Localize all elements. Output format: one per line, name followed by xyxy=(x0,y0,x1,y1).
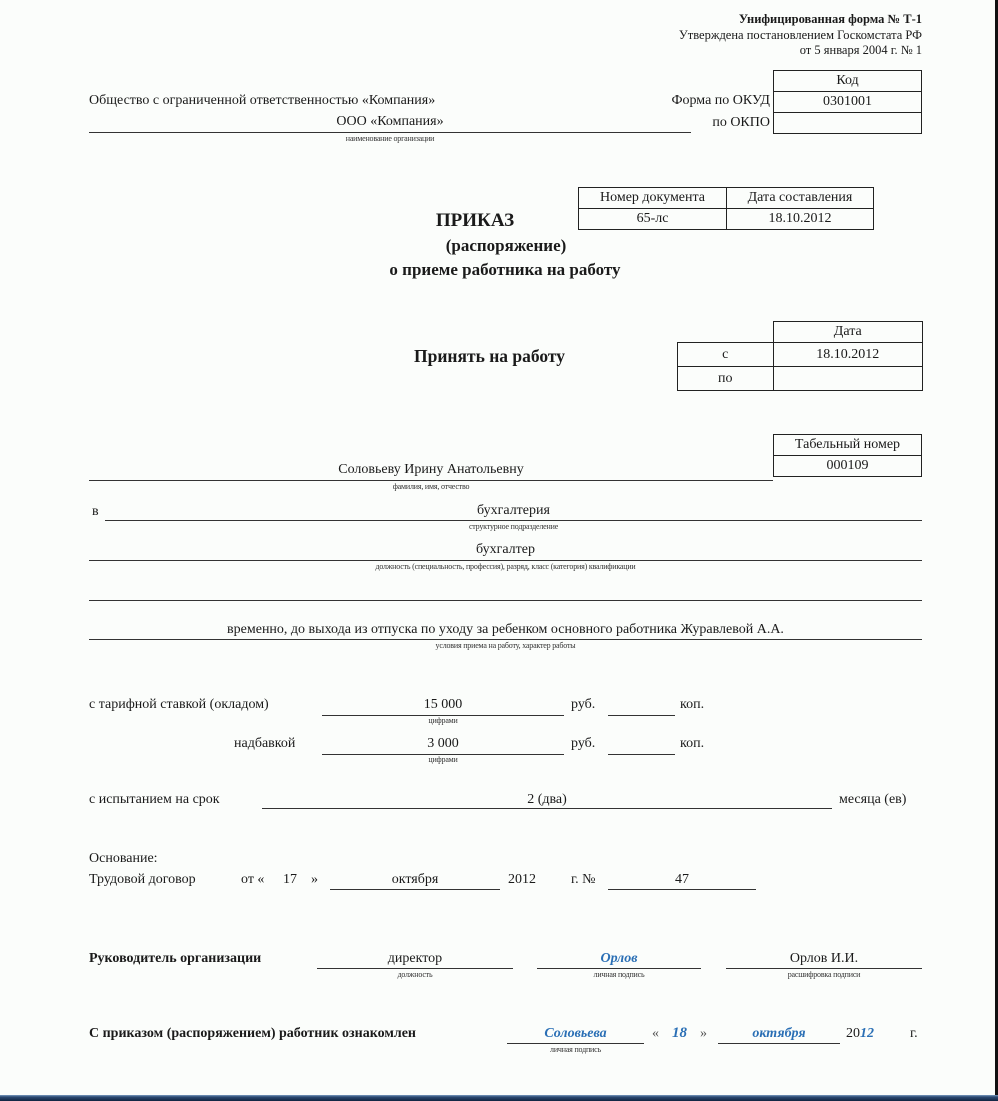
tab-number-table xyxy=(773,434,922,477)
hire-date-header: Дата xyxy=(773,322,923,343)
position: бухгалтер xyxy=(476,542,535,557)
hire-to-value xyxy=(773,367,923,391)
employee-name-caption: фамилия, имя, отчество xyxy=(392,482,470,491)
ack-signature-caption: личная подпись xyxy=(550,1045,601,1054)
ack-year xyxy=(846,1026,874,1042)
doc-date: 18.10.2012 xyxy=(727,209,874,230)
document-table xyxy=(578,187,874,230)
rate-label: с тарифной ставкой (окладом) xyxy=(89,697,269,712)
hire-to-label: по xyxy=(678,367,774,391)
head-signature: Орлов xyxy=(600,951,638,966)
hire-from-value: 18.10.2012 xyxy=(773,343,923,367)
okpo-value xyxy=(774,113,922,134)
ack-year-suffix: 12 xyxy=(860,1026,874,1041)
probation-label: с испытанием на срок xyxy=(89,792,220,807)
position-caption: должность (специальность, профессия), разряд, класс (категория) квалификации xyxy=(375,562,636,571)
head-position-caption: должность xyxy=(397,970,433,979)
ack-signature: Соловьева xyxy=(544,1026,607,1041)
basis-day: 17 xyxy=(283,872,297,887)
tab-number-header: Табельный номер xyxy=(774,435,922,456)
title-disposition: (распоряжение) xyxy=(445,236,567,255)
ack-open-quote: « xyxy=(652,1026,659,1041)
approved-line-1: Утверждена постановлением Госкомстата РФ xyxy=(678,28,922,42)
approved-line-2: от 5 января 2004 г. № 1 xyxy=(799,43,922,57)
department: бухгалтерия xyxy=(477,503,550,518)
head-decoded-signature: Орлов И.И. xyxy=(789,951,859,966)
hire-from-label: с xyxy=(678,343,774,367)
rate-kop: коп. xyxy=(680,697,705,712)
okpo-label: по ОКПО xyxy=(712,115,770,130)
basis-year: 2012 xyxy=(508,872,536,887)
doc-number: 65-лс xyxy=(579,209,727,230)
employee-name: Соловьеву Ирину Анатольевну xyxy=(338,462,524,477)
organization-short-name: ООО «Компания» xyxy=(336,114,444,129)
basis-close-quote: » xyxy=(311,872,318,887)
bonus-kop: коп. xyxy=(680,736,705,751)
basis-number: 47 xyxy=(675,872,689,887)
work-conditions-caption: условия приема на работу, характер работы xyxy=(435,641,576,650)
rate-rub: руб. xyxy=(571,697,596,712)
window-bottom-bar xyxy=(0,1095,998,1101)
basis-from: от « xyxy=(241,872,265,887)
basis-no-label: г. № xyxy=(571,872,596,887)
title-order: ПРИКАЗ xyxy=(435,210,515,231)
ack-close-quote: » xyxy=(700,1026,707,1041)
tab-number: 000109 xyxy=(774,456,922,477)
codes-header: Код xyxy=(774,71,922,92)
doc-date-header: Дата составления xyxy=(727,188,874,209)
hire-dates-table xyxy=(677,321,923,391)
probation-unit: месяца (ев) xyxy=(839,792,907,807)
head-label: Руководитель организации xyxy=(89,951,262,966)
hire-label: Принять на работу xyxy=(414,346,566,366)
doc-number-header: Номер документа xyxy=(579,188,727,209)
bonus-caption: цифрами xyxy=(428,755,458,764)
organization-caption: наименование организации xyxy=(345,134,435,143)
bonus-value: 3 000 xyxy=(427,736,459,751)
organization-full-name: Общество с ограниченной ответственностью «Компания» xyxy=(89,93,436,108)
form-title: Унифицированная форма № Т-1 xyxy=(738,12,922,26)
ack-year-unit: г. xyxy=(910,1026,918,1041)
probation-value: 2 (два) xyxy=(527,792,567,807)
bonus-rub: руб. xyxy=(571,736,596,751)
title-subject: о приеме работника на работу xyxy=(389,260,621,279)
rate-value: 15 000 xyxy=(423,697,463,712)
okud-label: Форма по ОКУД xyxy=(671,93,770,108)
ack-label: С приказом (распоряжением) работник ознакомлен xyxy=(89,1026,416,1041)
rate-caption: цифрами xyxy=(428,716,458,725)
head-decoded-caption: расшифровка подписи xyxy=(787,970,861,979)
basis-label: Основание: xyxy=(89,851,158,866)
ack-month: октября xyxy=(752,1026,806,1041)
codes-table xyxy=(773,70,922,134)
head-position: директор xyxy=(387,951,443,966)
ack-day: 18 xyxy=(672,1025,687,1041)
in-label: в xyxy=(92,504,99,519)
ack-year-prefix: 20 xyxy=(846,1026,860,1041)
department-caption: структурное подразделение xyxy=(468,522,559,531)
basis-month: октября xyxy=(391,872,439,887)
work-conditions: временно, до выхода из отпуска по уходу за ребенком основного работника Журавлевой А.А. xyxy=(227,622,784,637)
head-signature-caption: личная подпись xyxy=(593,970,645,979)
bonus-label: надбавкой xyxy=(234,736,296,751)
okud-value: 0301001 xyxy=(774,92,922,113)
basis-document: Трудовой договор xyxy=(89,872,196,887)
